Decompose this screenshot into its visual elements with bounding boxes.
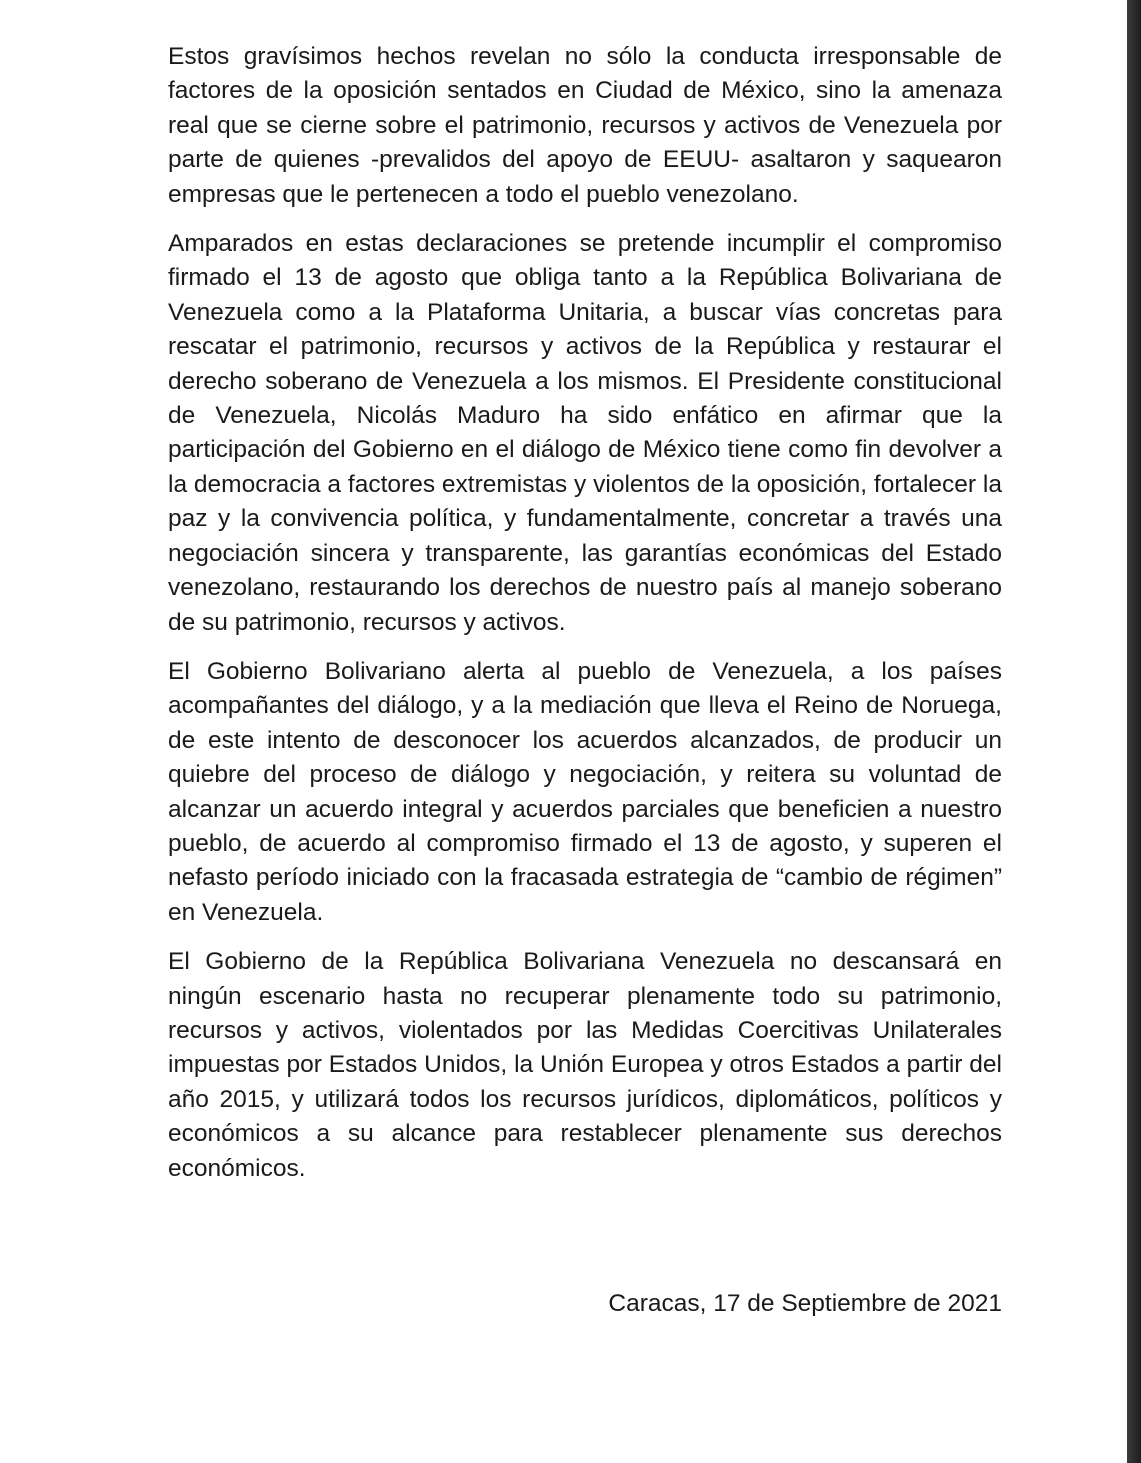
- page-edge-shadow: [1127, 0, 1141, 1463]
- paragraph-1: Estos gravísimos hechos revelan no sólo la conducta irresponsable de factores de la oposición sentados en Ciudad de México, sino la amenaza real que se cierne sobre el patrimonio, recursos y activos de Venezuela por parte de quienes -prevalidos del apoyo de EEUU- asaltaron y saquearon empresas que le pertenecen a todo el pueblo venezolano.: [168, 43, 1002, 208]
- document-body: [168, 40, 1002, 1201]
- place-and-date: Caracas, 17 de Septiembre de 2021: [608, 1290, 1002, 1317]
- paragraph-3: El Gobierno Bolivariano alerta al pueblo de Venezuela, a los países acompañantes del diálogo, y a la mediación que lleva el Reino de Noruega, de este intento de desconocer los acuerdos alcanzados, de producir un quiebre del proceso de diálogo y negociación, y reitera su voluntad de alcanzar un acuerdo integral y acuerdos parciales que beneficien a nuestro pueblo, de acuerdo al compromiso firmado el 13 de agosto, y superen el nefasto período iniciado con la fracasada estrategia de “cambio de régimen” en Venezuela.: [168, 657, 1002, 926]
- paragraph-2: Amparados en estas declaraciones se pretende incumplir el compromiso firmado el 13 de agosto que obliga tanto a la República Bolivariana de Venezuela como a la Plataforma Unitaria, a buscar vías concretas para rescatar el patrimonio, recursos y activos de la República y restaurar el derecho soberano de Venezuela a los mismos. El Presidente constitucional de Venezuela, Nicolás Maduro ha sido enfático en afirmar que la participación del Gobierno en el diálogo de México tiene como fin devolver a la democracia a factores extremistas y violentos de la oposición, fortalecer la paz y la convivencia política, y fundamentalmente, concretar a través una negociación sincera y transparente, las garantías económicas del Estado venezolano, restaurando los derechos de nuestro país al manejo soberano de su patrimonio, recursos y activos.: [168, 230, 1002, 636]
- paragraph-4: El Gobierno de la República Bolivariana Venezuela no descansará en ningún escenario hasta no recuperar plenamente todo su patrimonio, recursos y activos, violentados por las Medidas Coercitivas Unilaterales impuestas por Estados Unidos, la Unión Europea y otros Estados a partir del año 2015, y utilizará todos los recursos jurídicos, diplomáticos, políticos y económicos a su alcance para restablecer plenamente sus derechos económicos.: [168, 948, 1002, 1182]
